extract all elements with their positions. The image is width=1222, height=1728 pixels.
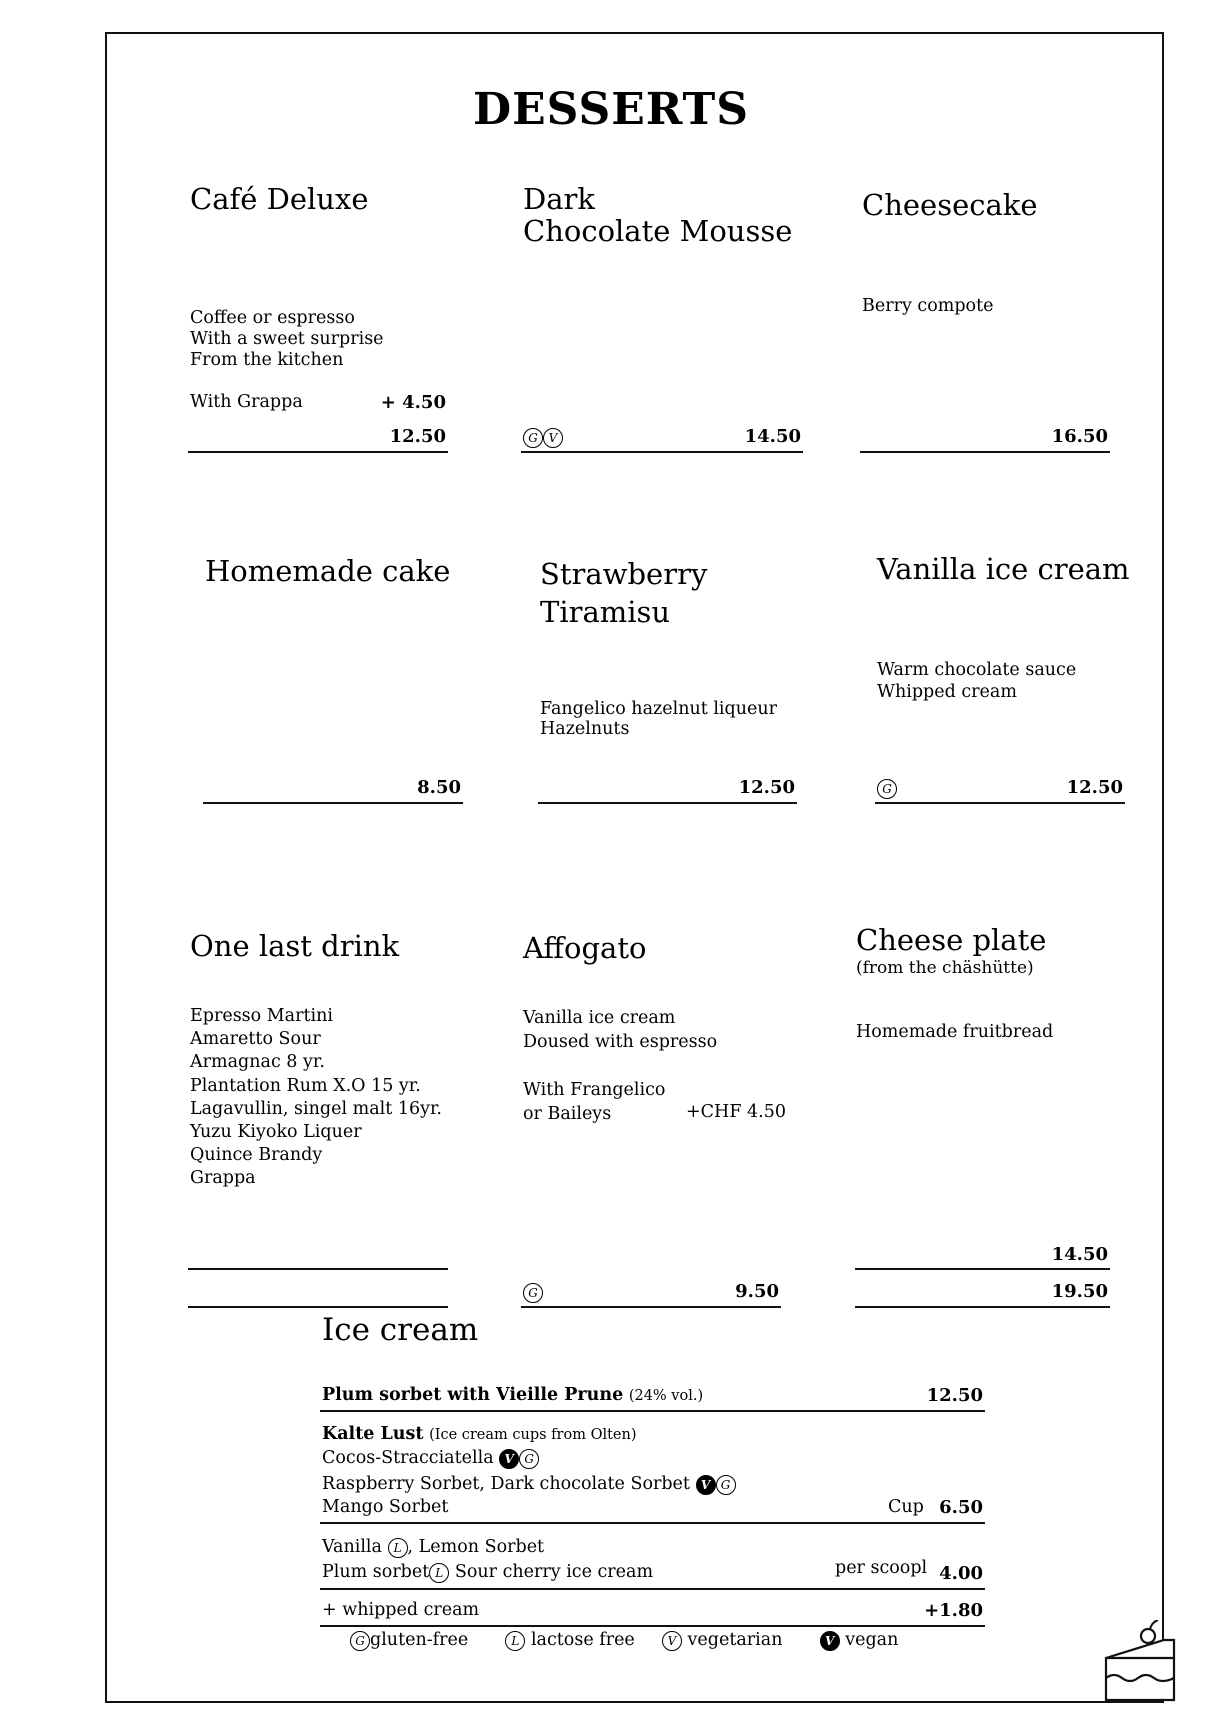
cafe-deluxe-extra-label: With Grappa: [190, 392, 303, 412]
plum-sorbet-price: 12.50: [926, 1385, 983, 1406]
desc-line: Doused with espresso: [523, 1032, 718, 1052]
lactose-free-icon: L: [505, 1631, 525, 1651]
desc-line: Warm chocolate sauce: [877, 660, 1077, 680]
affogato-price: 9.50: [735, 1281, 779, 1302]
kalte-lust-unit: Cup: [888, 1497, 924, 1517]
kalte-lust-line: [322, 1474, 736, 1495]
divider: [188, 1268, 448, 1270]
gluten-free-icon: G: [523, 1283, 543, 1303]
divider: [538, 802, 797, 804]
kalte-lust-note: (Ice cream cups from Olten): [429, 1427, 637, 1443]
cheese-plate-name: Cheese plate: [856, 923, 1047, 957]
flavor-text: Raspberry Sorbet, Dark chocolate Sorbet: [322, 1474, 690, 1494]
flavor-text: Cocos-Stracciatella: [322, 1448, 494, 1468]
lactose-free-icon: L: [429, 1563, 449, 1583]
affogato-badges: [523, 1282, 543, 1303]
scoop-line: [322, 1562, 653, 1583]
last-drink-list: [190, 1005, 442, 1191]
flavor-text: , Lemon Sorbet: [407, 1537, 545, 1557]
divider: [188, 451, 448, 453]
vegan-icon: V: [696, 1475, 716, 1495]
desc-line: Coffee or espresso: [190, 308, 355, 328]
mousse-price: 14.50: [744, 426, 801, 447]
gluten-free-icon: G: [519, 1449, 539, 1469]
cheese-plate-sub: (from the chäshütte): [856, 958, 1034, 978]
scoop-price: 4.00: [939, 1563, 983, 1584]
desc-line: Yuzu Kiyoko Liquer: [190, 1122, 362, 1143]
kalte-lust-line: [322, 1448, 539, 1469]
desc-line: Fangelico hazelnut liqueur: [540, 699, 777, 719]
kalte-lust-line: Mango Sorbet: [322, 1497, 449, 1517]
gluten-free-icon: G: [716, 1475, 736, 1495]
desc-line: With a sweet surprise: [190, 329, 384, 349]
divider: [320, 1410, 985, 1412]
affogato-name: Affogato: [523, 931, 647, 965]
ice-cream-title: Ice cream: [322, 1312, 479, 1348]
legend-vegetarian: vegetarian: [687, 1630, 783, 1650]
vegetarian-icon: V: [543, 428, 563, 448]
vegetarian-icon: V: [662, 1631, 682, 1651]
cake-slice-icon: [1098, 1620, 1180, 1702]
vanilla-name: Vanilla ice cream: [877, 552, 1130, 586]
vegan-icon: V: [820, 1631, 840, 1651]
cafe-deluxe-price: 12.50: [389, 426, 446, 447]
divider: [860, 451, 1110, 453]
desc-line: Vanilla ice cream: [523, 1008, 676, 1028]
name-line: Strawberry: [540, 557, 708, 591]
affogato-desc: [523, 1006, 717, 1054]
mousse-name: [523, 183, 792, 247]
desc-line: Quince Brandy: [190, 1145, 323, 1166]
tiramisu-price: 12.50: [738, 777, 795, 798]
legend: [350, 1630, 898, 1651]
legend-lactose: lactose free: [530, 1630, 635, 1650]
desc-line: From the kitchen: [190, 350, 344, 370]
cafe-deluxe-name: Café Deluxe: [190, 182, 369, 216]
name-line: Tiramisu: [540, 595, 671, 629]
plum-sorbet-name: Plum sorbet with Vieille Prune: [322, 1385, 624, 1405]
divider: [875, 802, 1125, 804]
desc-line: Amaretto Sour: [190, 1029, 321, 1050]
divider: [320, 1522, 985, 1524]
plum-sorbet-row: [322, 1385, 703, 1405]
divider: [521, 451, 803, 453]
desc-line: Lagavullin, singel malt 16yr.: [190, 1098, 442, 1119]
tiramisu-desc: [540, 699, 777, 739]
flavor-text: Plum sorbet: [322, 1562, 430, 1582]
divider: [188, 1306, 448, 1308]
desc-line: Epresso Martini: [190, 1006, 333, 1026]
menu-frame: [105, 32, 1164, 1703]
desc-line: Hazelnuts: [540, 719, 630, 739]
divider: [320, 1588, 985, 1590]
legend-vegan: vegan: [845, 1630, 899, 1650]
divider: [855, 1306, 1110, 1308]
desc-line: Plantation Rum X.O 15 yr.: [190, 1075, 421, 1096]
cafe-deluxe-extra-price: + 4.50: [380, 392, 446, 413]
divider: [521, 1306, 781, 1308]
cheesecake-price: 16.50: [1051, 426, 1108, 447]
flavor-text: Sour cherry ice cream: [454, 1562, 654, 1582]
flavor-text: Vanilla: [322, 1537, 382, 1557]
vegan-icon: V: [499, 1449, 519, 1469]
kalte-lust-header: [322, 1424, 637, 1444]
cheese-plate-price-large: 19.50: [1051, 1281, 1108, 1302]
gluten-free-icon: G: [877, 779, 897, 799]
scoop-line: [322, 1537, 544, 1558]
desc-line: Grappa: [190, 1168, 256, 1189]
whipped-cream-price: +1.80: [924, 1600, 983, 1621]
homemade-cake-name: Homemade cake: [205, 554, 451, 588]
desc-line: Armagnac 8 yr.: [190, 1052, 325, 1073]
kalte-lust-price: 6.50: [939, 1497, 983, 1518]
lactose-free-icon: L: [388, 1538, 408, 1558]
whipped-cream-label: + whipped cream: [322, 1600, 480, 1620]
divider: [320, 1625, 985, 1627]
last-drink-name: One last drink: [190, 929, 400, 963]
desc-line: With Frangelico: [523, 1080, 666, 1100]
vanilla-desc: [877, 659, 1076, 703]
divider: [855, 1268, 1110, 1270]
homemade-cake-price: 8.50: [417, 777, 461, 798]
gluten-free-icon: G: [350, 1631, 370, 1651]
cheese-plate-price-small: 14.50: [1051, 1244, 1108, 1265]
vanilla-badges: [877, 778, 897, 799]
plum-sorbet-note: (24% vol.): [628, 1388, 704, 1404]
cheese-plate-desc: Homemade fruitbread: [856, 1022, 1054, 1042]
cafe-deluxe-desc: [190, 308, 384, 371]
affogato-extra: [523, 1078, 665, 1126]
cheesecake-desc: Berry compote: [862, 296, 994, 316]
name-line: Dark: [523, 182, 595, 216]
desc-line: Whipped cream: [877, 682, 1017, 702]
kalte-lust-name: Kalte Lust: [322, 1424, 424, 1444]
cheesecake-name: Cheesecake: [862, 188, 1038, 222]
divider: [203, 802, 463, 804]
desc-line: or Baileys: [523, 1104, 612, 1124]
page-title: DESSERTS: [472, 84, 750, 135]
scoop-unit: per scoopl: [835, 1558, 928, 1578]
tiramisu-name: [540, 555, 707, 631]
name-line: Chocolate Mousse: [523, 214, 793, 248]
gluten-free-icon: G: [523, 428, 543, 448]
affogato-extra-price: +CHF 4.50: [686, 1102, 786, 1122]
mousse-badges: [523, 427, 563, 448]
legend-gluten: gluten-free: [370, 1630, 469, 1650]
vanilla-price: 12.50: [1066, 777, 1123, 798]
